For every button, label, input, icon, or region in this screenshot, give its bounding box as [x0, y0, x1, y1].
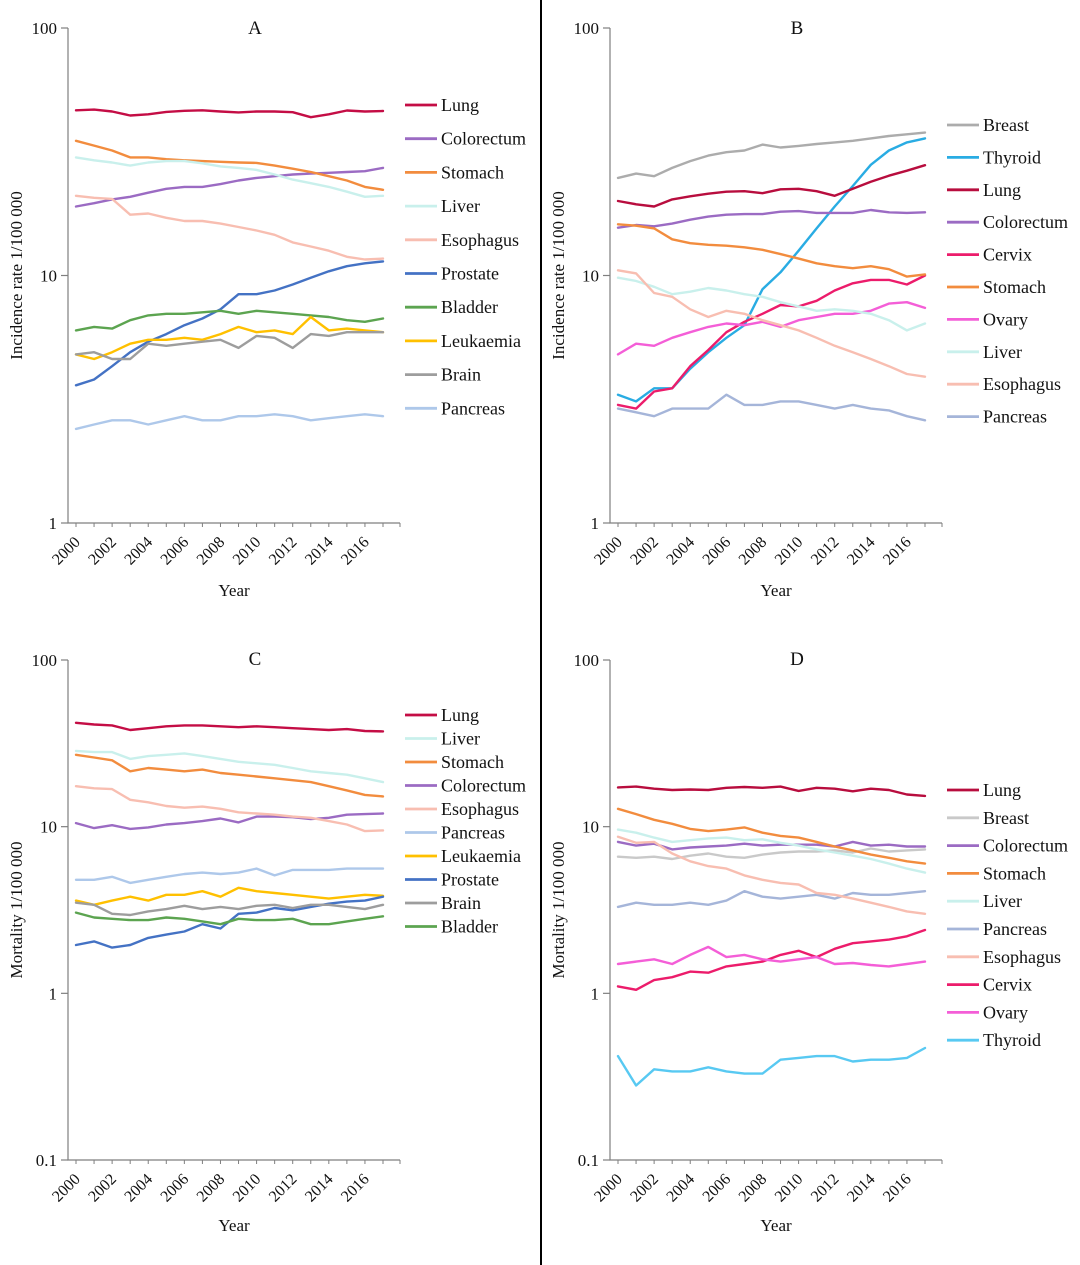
legend-label: Liver [441, 196, 480, 217]
legend-item-stomach [947, 277, 1046, 297]
legend-label: Bladder [441, 916, 498, 937]
x-axis-title: Year [218, 581, 250, 600]
y-tick-label: 10 [582, 817, 599, 837]
legend-item-cervix [947, 975, 1032, 995]
legend-item-esophagus [405, 230, 519, 250]
x-tick-label: 2002 [627, 533, 662, 569]
legend-label: Stomach [983, 277, 1046, 297]
legend-label: Colorectum [441, 775, 526, 796]
x-tick-label: 2004 [121, 533, 157, 569]
legend-item-colorectum [405, 129, 526, 149]
legend-label: Breast [983, 115, 1029, 135]
x-tick-label: 2000 [49, 1170, 84, 1206]
panel-d-mortality-female [542, 633, 1080, 1265]
panel-b-chart [542, 0, 1080, 632]
legend-item-breast [947, 115, 1029, 135]
panel-divider-line [540, 0, 542, 1265]
x-tick-label: 2008 [735, 533, 771, 569]
legend-item-pancreas [947, 919, 1047, 939]
legend-item-brain [405, 365, 481, 385]
x-tick-label: 2016 [338, 1170, 373, 1206]
x-tick-label: 2010 [771, 1170, 807, 1206]
x-tick-label: 2012 [807, 533, 843, 569]
x-tick-label: 2016 [880, 533, 915, 569]
axes [610, 660, 942, 1160]
legend-label: Colorectum [983, 212, 1068, 233]
legend-item-liver [405, 729, 480, 749]
x-axis-title: Year [760, 581, 792, 600]
legend-label: Stomach [441, 162, 504, 183]
legend-item-liver [947, 891, 1022, 911]
y-axis-title: Incidence rate 1/100 000 [7, 191, 26, 360]
y-tick-label: 100 [31, 651, 57, 670]
axes [68, 28, 400, 523]
legend-item-prostate [405, 870, 499, 890]
x-tick-label: 2000 [591, 1170, 626, 1206]
panel-c-chart [0, 633, 540, 1265]
legend-label: Ovary [983, 1002, 1028, 1023]
legend-item-ovary [947, 309, 1028, 329]
x-tick-label: 2014 [302, 533, 337, 569]
y-tick-label: 1 [48, 984, 57, 1004]
x-axis-title: Year [760, 1216, 792, 1235]
legend-item-colorectum [947, 836, 1068, 856]
legend-item-cervix [947, 245, 1032, 265]
y-tick-label: 1 [590, 514, 599, 533]
legend-item-prostate [405, 264, 499, 284]
y-axis-title: Incidence rate 1/100 000 [549, 191, 568, 360]
panel-letter: B [790, 18, 804, 39]
legend-label: Thyroid [983, 147, 1041, 168]
series-line-colorectum [76, 168, 383, 207]
legend-item-liver [947, 342, 1022, 362]
panel-a-incidence-male [0, 0, 540, 632]
x-tick-label: 2014 [844, 533, 879, 569]
legend-item-colorectum [947, 212, 1068, 232]
x-tick-label: 2004 [121, 1170, 157, 1206]
x-tick-label: 2000 [49, 533, 84, 569]
x-tick-label: 2014 [844, 1170, 879, 1206]
series-line-colorectum [76, 814, 383, 829]
legend-item-brain [405, 893, 481, 913]
legend-label: Cervix [983, 974, 1032, 995]
series-line-stomach [618, 224, 925, 276]
x-tick-label: 2002 [85, 533, 120, 569]
legend-label: Esophagus [983, 946, 1061, 967]
legend-label: Pancreas [983, 919, 1047, 939]
legend-label: Stomach [441, 752, 504, 772]
y-tick-label: 1 [590, 984, 599, 1004]
legend-item-ovary [947, 1002, 1028, 1022]
x-tick-label: 2006 [699, 1170, 735, 1206]
series-line-breast [618, 133, 925, 178]
panel-letter: D [790, 649, 804, 670]
legend-item-bladder [405, 297, 498, 317]
panel-d-chart [542, 633, 1080, 1265]
panel-a-chart [0, 0, 540, 632]
legend-label: Lung [983, 780, 1021, 800]
legend-label: Lung [983, 179, 1021, 200]
legend-label: Leukaemia [441, 846, 521, 866]
legend-label: Cervix [983, 244, 1032, 265]
legend-label: Esophagus [441, 229, 519, 250]
legend-label: Liver [983, 891, 1022, 912]
x-tick-label: 2008 [735, 1170, 771, 1206]
x-tick-label: 2016 [880, 1170, 915, 1206]
series-line-breast [618, 849, 925, 860]
legend-item-bladder [405, 917, 498, 937]
y-axis-title: Mortality 1/100 000 [7, 841, 26, 979]
legend-item-pancreas [405, 823, 505, 843]
legend-label: Brain [441, 893, 481, 913]
legend-label: Ovary [983, 309, 1028, 330]
series-line-lung [618, 787, 925, 796]
y-tick-label: 100 [573, 651, 599, 670]
legend-label: Colorectum [441, 128, 526, 149]
legend-item-stomach [405, 752, 504, 772]
series-line-esophagus [618, 837, 925, 914]
legend-item-colorectum [405, 776, 526, 796]
series-line-esophagus [618, 270, 925, 376]
legend-label: Lung [441, 95, 479, 115]
legend-label: Colorectum [983, 835, 1068, 856]
panel-b-incidence-female [542, 0, 1080, 632]
y-tick-label: 0.1 [577, 1151, 599, 1170]
legend-label: Stomach [983, 863, 1046, 884]
x-tick-label: 2010 [771, 533, 807, 569]
legend-label: Prostate [441, 263, 499, 284]
legend-item-esophagus [947, 374, 1061, 394]
legend-item-breast [947, 808, 1029, 828]
legend-label: Bladder [441, 297, 498, 318]
x-tick-label: 2000 [591, 533, 626, 569]
legend-item-stomach [405, 162, 504, 182]
y-tick-label: 100 [573, 19, 599, 38]
series-line-esophagus [76, 196, 383, 260]
legend-item-liver [405, 196, 480, 216]
legend-item-pancreas [405, 398, 505, 418]
series-line-lung [76, 723, 383, 732]
series-line-thyroid [618, 1048, 925, 1086]
panel-letter: A [248, 18, 262, 39]
series-line-stomach [618, 809, 925, 864]
x-tick-label: 2010 [229, 1170, 265, 1206]
y-tick-label: 100 [31, 19, 57, 38]
legend-item-lung [947, 180, 1021, 200]
x-tick-label: 2014 [302, 1170, 337, 1206]
legend-item-esophagus [405, 799, 519, 819]
legend-item-thyroid [947, 1030, 1041, 1050]
axes [68, 660, 400, 1160]
x-tick-label: 2006 [157, 1170, 193, 1206]
legend-label: Lung [441, 705, 479, 725]
legend-item-lung [947, 780, 1021, 800]
x-tick-label: 2002 [627, 1170, 662, 1206]
legend-item-pancreas [947, 407, 1047, 427]
y-axis-title: Mortality 1/100 000 [549, 841, 568, 979]
series-line-ovary [618, 947, 925, 967]
legend-label: Prostate [441, 869, 499, 890]
x-tick-label: 2010 [229, 533, 265, 569]
legend-label: Brain [441, 364, 481, 385]
x-tick-label: 2016 [338, 533, 373, 569]
legend-label: Thyroid [983, 1030, 1041, 1051]
legend-label: Liver [441, 728, 480, 749]
x-tick-label: 2004 [663, 533, 699, 569]
x-tick-label: 2012 [265, 533, 301, 569]
x-tick-label: 2002 [85, 1170, 120, 1206]
series-line-esophagus [76, 786, 383, 831]
x-tick-label: 2006 [157, 533, 193, 569]
y-tick-label: 10 [40, 817, 57, 837]
y-tick-label: 0.1 [35, 1151, 57, 1170]
legend-item-esophagus [947, 947, 1061, 967]
legend-label: Pancreas [441, 398, 505, 419]
legend-item-leukaemia [405, 846, 521, 866]
x-tick-label: 2006 [699, 533, 735, 569]
x-tick-label: 2012 [265, 1170, 301, 1206]
series-line-pancreas [76, 869, 383, 883]
x-axis-title: Year [218, 1216, 250, 1235]
legend-label: Esophagus [983, 374, 1061, 395]
x-tick-label: 2012 [807, 1170, 843, 1206]
x-tick-label: 2004 [663, 1170, 699, 1206]
y-tick-label: 10 [40, 266, 57, 286]
series-line-lung [76, 110, 383, 118]
legend-item-thyroid [947, 147, 1041, 167]
x-tick-label: 2008 [193, 1170, 229, 1206]
legend-label: Pancreas [441, 822, 505, 843]
legend-item-stomach [947, 863, 1046, 883]
y-tick-label: 1 [48, 514, 57, 533]
legend-label: Pancreas [983, 406, 1047, 427]
panel-c-mortality-male [0, 633, 540, 1265]
legend-item-leukaemia [405, 331, 521, 351]
series-line-liver [618, 830, 925, 873]
series-line-colorectum [618, 210, 925, 228]
legend-label: Leukaemia [441, 330, 521, 351]
legend-item-lung [405, 95, 479, 115]
x-tick-label: 2008 [193, 533, 229, 569]
panel-letter: C [248, 649, 262, 670]
series-line-pancreas [618, 395, 925, 421]
legend-label: Breast [983, 807, 1029, 828]
series-line-pancreas [76, 414, 383, 429]
legend-label: Esophagus [441, 799, 519, 819]
legend-item-lung [405, 705, 479, 725]
legend-label: Liver [983, 341, 1022, 362]
series-line-bladder [76, 311, 383, 331]
series-line-brain [76, 332, 383, 359]
series-line-brain [76, 903, 383, 915]
y-tick-label: 10 [582, 266, 599, 286]
